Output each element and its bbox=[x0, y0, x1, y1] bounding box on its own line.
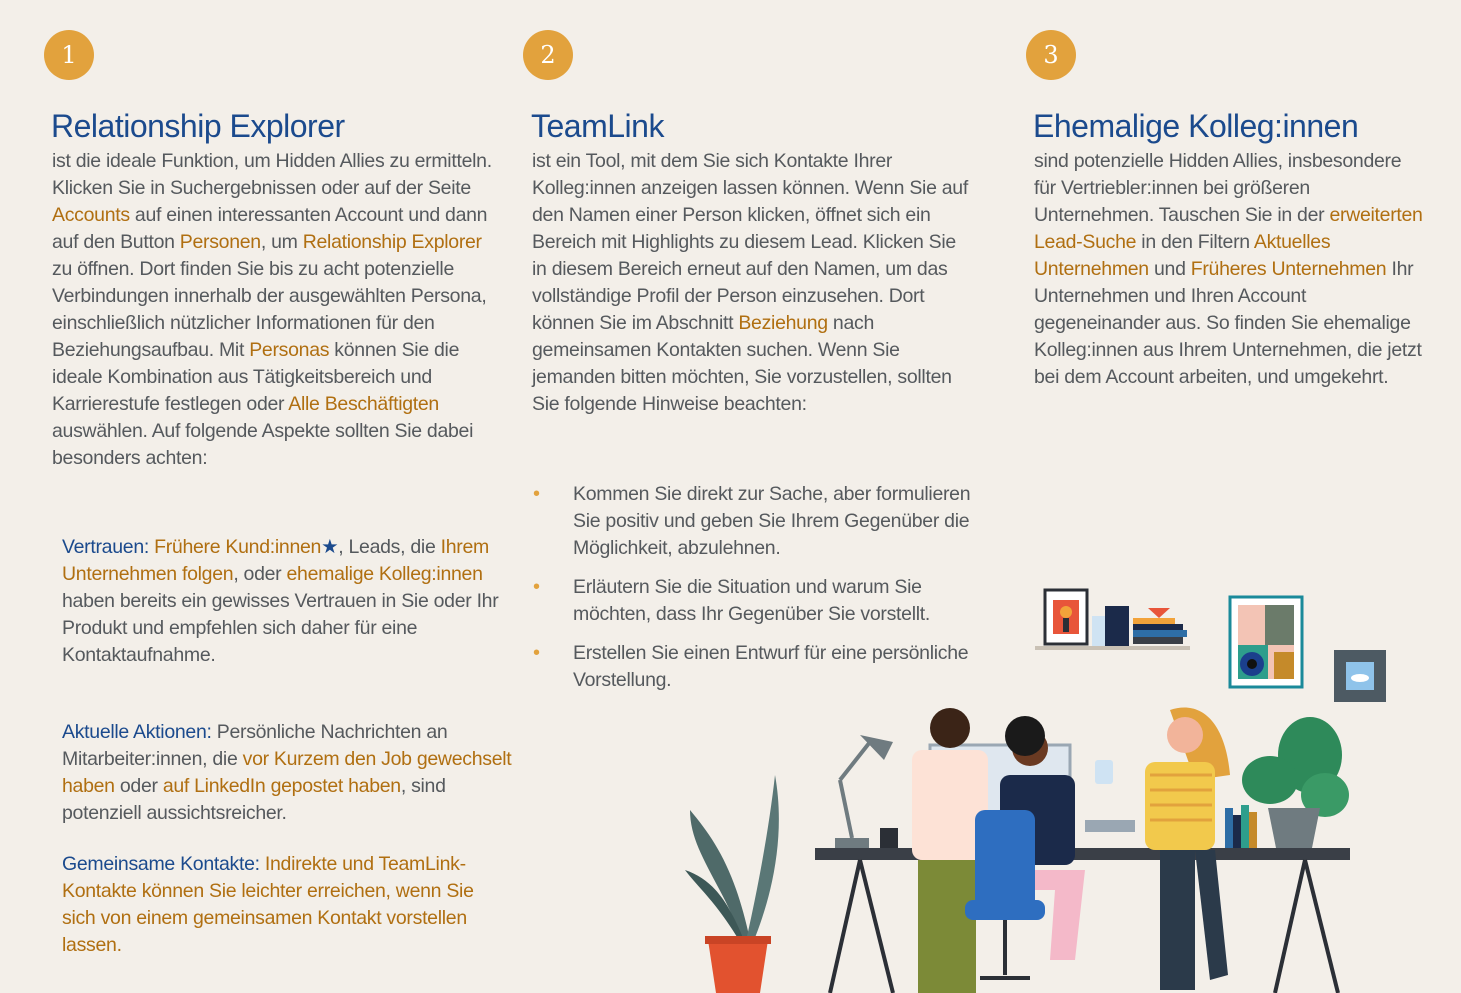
term-accounts: Accounts bbox=[52, 204, 130, 226]
trust-paragraph: Vertrauen: Frühere Kund:innen★, Leads, die Ihrem Unternehmen folgen, oder ehemalige Kolleg:innen haben bereits ein gewisses Vertrauen in Sie oder Ihr Produkt und empfehlen sich daher für eine Kontaktaufnahme. bbox=[62, 536, 499, 666]
desk-books bbox=[1225, 805, 1257, 848]
desk bbox=[815, 848, 1350, 993]
term-erweiterte-lead-suche: erweiterten Lead-Suche bbox=[1034, 204, 1423, 253]
bullet-icon: • bbox=[533, 483, 540, 505]
wall-shelf bbox=[1035, 590, 1190, 650]
mug bbox=[880, 828, 898, 848]
section-body: ist die ideale Funktion, um Hidden Allies zu ermitteln. Klicken Sie in Suchergebnissen oder auf der Seite Accounts auf einen interessanten Account und dann auf den Button Personen, um Relationship Explorer zu öffnen. Dort finden Sie bis zu acht potenzielle Verbindungen innerhalb der ausgewählten Persona, einschließlich nützlicher Informationen für den Beziehungsaufbau. Mit Personas können Sie die ideale Kombination aus Tätigkeitsbereich und Karrierestufe festlegen oder Alle Beschäftigten auswählen. Auf folgende Aspekte sollten Sie dabei besonders achten: bbox=[52, 150, 492, 469]
actions-paragraph: Aktuelle Aktionen: Persönliche Nachrichten an Mitarbeiter:innen, die vor Kurzem den Job gewechselt haben oder auf LinkedIn gepostet haben, sind potenziell aussichtsreicher. bbox=[62, 721, 512, 824]
bullet-icon: • bbox=[533, 642, 540, 664]
office-team-illustration bbox=[660, 580, 1461, 993]
term-personas: Personas bbox=[249, 339, 330, 361]
potted-plant-left bbox=[685, 775, 779, 993]
potted-plant-right bbox=[1242, 717, 1349, 848]
wall-art-sky bbox=[1334, 650, 1386, 702]
step-number-badge: 1 bbox=[44, 30, 94, 80]
section-title: Relationship Explorer bbox=[51, 108, 345, 144]
section-body: ist ein Tool, mit dem Sie sich Kontakte Ihrer Kolleg:innen anzeigen lassen können. Wenn Sie auf den Namen einer Person klicken, öffnet sich ein Bereich mit Highlights zu diesem Lead. Klicken Sie in diesem Bereich erneut auf den Namen, um das vollständige Profil der Person einzusehen. Dort können Sie im Abschnitt Beziehung nach gemeinsamen Kontakten suchen. Wenn Sie jemanden bitten möchten, Sie vorzustellen, sollten Sie folgende Hinweise beachten: bbox=[532, 150, 968, 415]
section-title: TeamLink bbox=[531, 108, 664, 144]
step-number-badge: 3 bbox=[1026, 30, 1076, 80]
actions-label: Aktuelle Aktionen: bbox=[62, 721, 212, 743]
star-icon: ★ bbox=[321, 536, 339, 558]
step-number-badge: 2 bbox=[523, 30, 573, 80]
term-aktuelles-unternehmen: Aktuelles Unternehmen bbox=[1034, 231, 1331, 280]
list-item: • Kommen Sie direkt zur Sache, aber formulieren Sie positiv und geben Sie Ihrem Gegenüber die Möglichkeit, abzulehnen. bbox=[533, 483, 971, 559]
term-beziehung: Beziehung bbox=[738, 312, 828, 334]
term-alle-beschaeftigten: Alle Beschäftigten bbox=[288, 393, 439, 415]
term-frueheres-unternehmen: Früheres Unternehmen bbox=[1190, 258, 1387, 280]
term-personen: Personen bbox=[179, 231, 261, 253]
contacts-paragraph: Gemeinsame Kontakte: Indirekte und TeamLink-Kontakte können Sie leichter erreichen, wenn Sie sich von einem gemeinsamen Kontakt vorstellen lassen. bbox=[62, 853, 474, 956]
contacts-label: Gemeinsame Kontakte: bbox=[62, 853, 260, 875]
list-item: • Erläutern Sie die Situation und warum Sie möchten, dass Ihr Gegenüber Sie vorstellt. bbox=[533, 576, 931, 625]
section-title: Ehemalige Kolleg:innen bbox=[1033, 108, 1359, 144]
bullet-icon: • bbox=[533, 576, 540, 598]
wall-art-abstract bbox=[1230, 597, 1302, 687]
section-body: sind potenzielle Hidden Allies, insbesondere für Vertriebler:innen bei größeren Unternehmen. Tauschen Sie in der erweiterten Lead-Suche in den Filtern Aktuelles Unternehmen und Früheres Unternehmen Ihr Unternehmen und Ihren Account gegeneinander aus. So finden Sie ehemalige Kolleg:innen aus Ihrem Unternehmen, die jetzt bei dem Account arbeiten, und umgekehrt. bbox=[1034, 150, 1423, 388]
trust-label: Vertrauen: bbox=[62, 536, 149, 558]
list-item: • Erstellen Sie einen Entwurf für eine persönliche Vorstellung. bbox=[533, 642, 969, 691]
term-relationship-explorer: Relationship Explorer bbox=[302, 231, 482, 253]
